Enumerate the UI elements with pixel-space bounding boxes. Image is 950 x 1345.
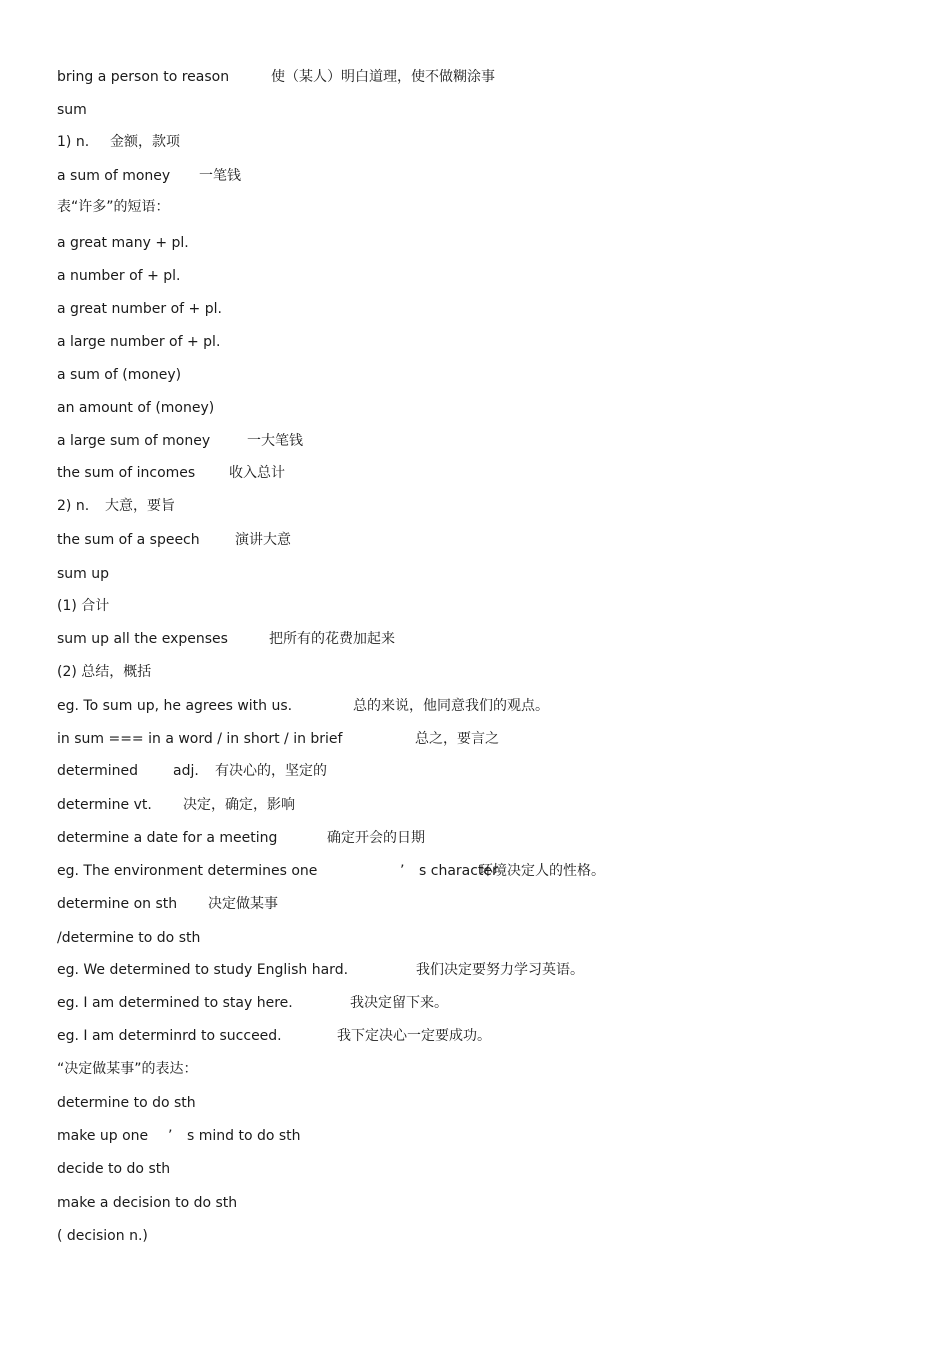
- line-text: the sum of a speech: [57, 532, 200, 548]
- text-line: [57, 1125, 937, 1147]
- line-text: “决定做某事”的表达：: [57, 1061, 198, 1077]
- line-text: a sum of money: [57, 168, 171, 184]
- text-line: [57, 265, 937, 287]
- text-line: [57, 495, 937, 517]
- line-text: make up one: [57, 1128, 149, 1144]
- line-text: an amount of (money): [57, 400, 215, 416]
- line-annotation: ’: [168, 1128, 173, 1144]
- line-text: determine to do sth: [57, 1095, 196, 1111]
- text-line: [57, 529, 937, 551]
- text-line: [57, 232, 937, 254]
- text-line: [57, 430, 937, 452]
- text-line: [57, 331, 937, 353]
- line-text: a great number of + pl.: [57, 301, 222, 317]
- line-annotation: 我们决定要努力学习英语。: [416, 962, 584, 978]
- text-line: [57, 628, 937, 650]
- text-line: [57, 760, 937, 782]
- line-text: decide to do sth: [57, 1161, 171, 1177]
- line-text: determined: [57, 763, 139, 779]
- line-annotation: 决定做某事: [208, 896, 278, 912]
- text-line: [57, 66, 937, 88]
- text-line: [57, 397, 937, 419]
- text-line: [57, 1058, 937, 1080]
- line-text: eg. We determined to study English hard.: [57, 962, 349, 978]
- text-line: [57, 827, 937, 849]
- line-annotation: 收入总计: [229, 465, 285, 481]
- line-annotation: 有决心的，坚定的: [215, 763, 327, 779]
- line-text: (1) 合计: [57, 598, 110, 614]
- line-annotation: 决定，确定，影响: [183, 797, 295, 813]
- line-text: sum up: [57, 566, 110, 582]
- line-text: (2) 总结，概括: [57, 664, 152, 680]
- line-text: 1) n.: [57, 134, 90, 150]
- line-annotation: 我下定决心一定要成功。: [337, 1028, 491, 1044]
- line-annotation: 使（某人）明白道理，使不做糊涂事: [271, 69, 495, 85]
- line-annotation: 金额，款项: [110, 134, 180, 150]
- text-line: [57, 794, 937, 816]
- text-line: [57, 298, 937, 320]
- line-annotation: s mind to do sth: [187, 1128, 301, 1144]
- text-line: [57, 1225, 937, 1247]
- text-line: [57, 927, 937, 949]
- text-line: [57, 364, 937, 386]
- line-annotation: 总之，要言之: [415, 731, 499, 747]
- line-text: sum up all the expenses: [57, 631, 228, 647]
- line-annotation: 把所有的花费加起来: [269, 631, 395, 647]
- text-line: [57, 661, 937, 683]
- text-line: [57, 595, 937, 617]
- line-text: determine a date for a meeting: [57, 830, 278, 846]
- line-text: a large sum of money: [57, 433, 211, 449]
- line-text: determine vt.: [57, 797, 152, 813]
- text-line: [57, 165, 937, 187]
- text-line: [57, 992, 937, 1014]
- line-annotation: adj.: [173, 763, 199, 779]
- text-line: [57, 462, 937, 484]
- text-line: [57, 196, 937, 218]
- text-line: [57, 959, 937, 981]
- line-annotation: ’: [400, 863, 405, 879]
- line-annotation: 演讲大意: [235, 532, 291, 548]
- text-line: [57, 99, 937, 121]
- line-text: eg. To sum up, he agrees with us.: [57, 698, 293, 714]
- text-line: [57, 563, 937, 585]
- line-text: eg. The environment determines one: [57, 863, 318, 879]
- line-annotation: 确定开会的日期: [327, 830, 425, 846]
- text-line: [57, 695, 937, 717]
- line-text: ( decision n.): [57, 1228, 148, 1244]
- line-annotation: 一笔钱: [199, 168, 241, 184]
- line-annotation: 环境决定人的性格。: [479, 863, 605, 879]
- line-text: the sum of incomes: [57, 465, 196, 481]
- line-text: 表“许多”的短语：: [57, 199, 170, 215]
- text-line: [57, 860, 937, 882]
- line-text: 2) n.: [57, 498, 90, 514]
- text-line: [57, 728, 937, 750]
- line-text: eg. I am determinrd to succeed.: [57, 1028, 282, 1044]
- text-line: [57, 893, 937, 915]
- line-text: a sum of (money): [57, 367, 182, 383]
- text-line: [57, 131, 937, 153]
- line-annotation: s character: [419, 863, 498, 879]
- line-annotation: 我决定留下来。: [350, 995, 448, 1011]
- line-annotation: 一大笔钱: [247, 433, 303, 449]
- line-annotation: 大意，要旨: [105, 498, 175, 514]
- line-text: /determine to do sth: [57, 930, 201, 946]
- text-line: [57, 1192, 937, 1214]
- line-text: eg. I am determined to stay here.: [57, 995, 293, 1011]
- line-text: a large number of + pl.: [57, 334, 221, 350]
- line-text: make a decision to do sth: [57, 1195, 238, 1211]
- line-annotation: 总的来说，他同意我们的观点。: [353, 698, 549, 714]
- text-line: [57, 1158, 937, 1180]
- text-line: [57, 1092, 937, 1114]
- line-text: sum: [57, 102, 87, 118]
- text-line: [57, 1025, 937, 1047]
- line-text: bring a person to reason: [57, 69, 230, 85]
- line-text: a number of + pl.: [57, 268, 181, 284]
- line-text: in sum === in a word / in short / in brief: [57, 731, 343, 747]
- line-text: determine on sth: [57, 896, 178, 912]
- line-text: a great many + pl.: [57, 235, 189, 251]
